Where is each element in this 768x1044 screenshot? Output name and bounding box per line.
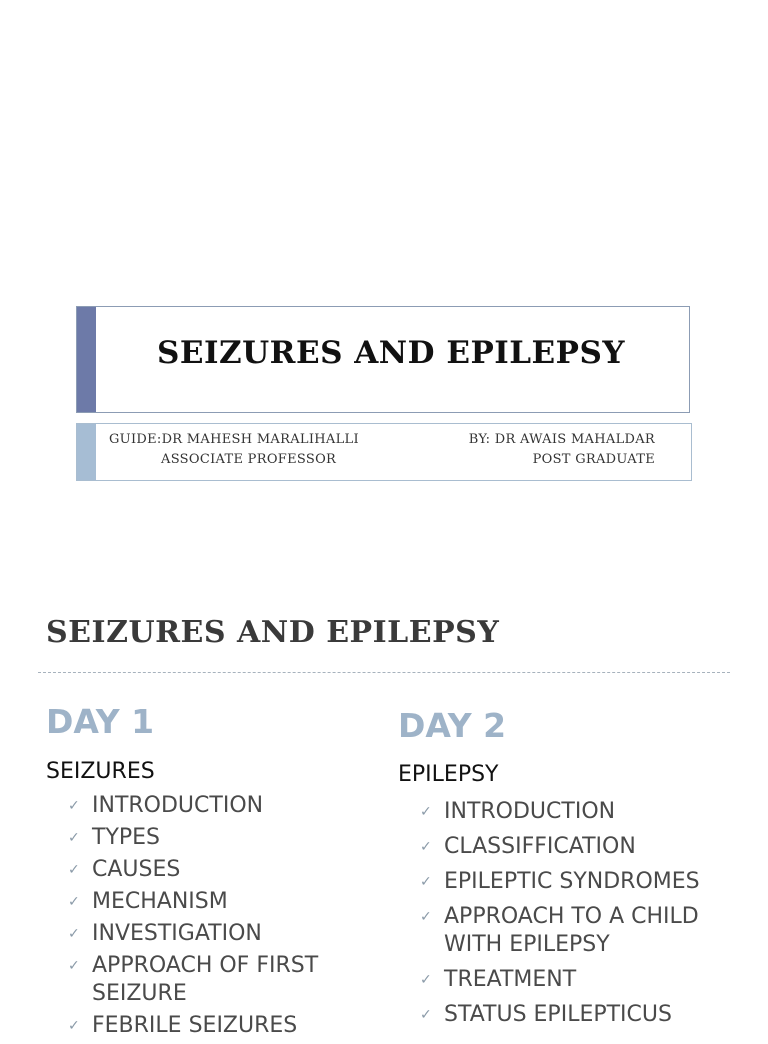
- checkmark-icon: ✓: [68, 862, 80, 878]
- list-item-label: CAUSES: [92, 857, 181, 882]
- author-name: BY: DR AWAIS MAHALDAR: [468, 432, 655, 447]
- list-item-label: APPROACH OF FIRST SEIZURE: [92, 953, 319, 1006]
- guide-title: ASSOCIATE PROFESSOR: [161, 452, 337, 467]
- list-item: [68, 792, 358, 820]
- list-item: [420, 1001, 740, 1029]
- list-item: [68, 824, 358, 852]
- list-item: [420, 903, 740, 959]
- list-item-label: MECHANISM: [92, 889, 228, 914]
- list-item-label: INTRODUCTION: [444, 799, 616, 824]
- day1-topic: SEIZURES: [46, 759, 155, 784]
- list-item-label: APPROACH TO A CHILD WITH EPILEPSY: [444, 904, 699, 957]
- checkmark-icon: ✓: [420, 909, 432, 925]
- title-box: [76, 306, 690, 413]
- checkmark-icon: ✓: [420, 804, 432, 820]
- checkmark-icon: ✓: [68, 958, 80, 974]
- list-item-label: TREATMENT: [444, 967, 577, 992]
- day2-topic: EPILEPSY: [398, 762, 499, 787]
- list-item-label: FEBRILE SEIZURES: [92, 1013, 298, 1038]
- list-item-label: STATUS EPILEPTICUS: [444, 1002, 672, 1027]
- list-item: [420, 966, 740, 994]
- day2-heading: DAY 2: [398, 706, 507, 745]
- list-item-label: TYPES: [92, 825, 161, 850]
- day1-heading: DAY 1: [46, 702, 155, 741]
- subtitle-box: [76, 423, 692, 481]
- checkmark-icon: ✓: [420, 839, 432, 855]
- list-item: [68, 856, 358, 884]
- checkmark-icon: ✓: [68, 926, 80, 942]
- list-item: [68, 888, 358, 916]
- checkmark-icon: ✓: [420, 1007, 432, 1023]
- checkmark-icon: ✓: [68, 894, 80, 910]
- checkmark-icon: ✓: [420, 972, 432, 988]
- day2-list: [420, 798, 740, 1036]
- checkmark-icon: ✓: [68, 798, 80, 814]
- title-divider: [38, 672, 730, 673]
- list-item: [420, 833, 740, 861]
- list-item-label: INVESTIGATION: [92, 921, 262, 946]
- day1-list: [68, 792, 358, 1044]
- contents-title: SEIZURES AND EPILEPSY: [46, 615, 500, 650]
- list-item: [420, 868, 740, 896]
- list-item-label: EPILEPTIC SYNDROMES: [444, 869, 700, 894]
- checkmark-icon: ✓: [420, 874, 432, 890]
- list-item: [68, 952, 358, 1008]
- list-item: [420, 798, 740, 826]
- subtitle-accent-bar: [77, 424, 96, 480]
- checkmark-icon: ✓: [68, 1018, 80, 1034]
- list-item-label: INTRODUCTION: [92, 793, 264, 818]
- list-item-label: CLASSIFFICATION: [444, 834, 636, 859]
- list-item: [68, 920, 358, 948]
- list-item: [68, 1012, 358, 1040]
- slide-title: SEIZURES AND EPILEPSY: [157, 335, 626, 371]
- guide-name: GUIDE:DR MAHESH MARALIHALLI: [109, 432, 359, 447]
- author-title: POST GRADUATE: [532, 452, 655, 467]
- checkmark-icon: ✓: [68, 830, 80, 846]
- title-accent-bar: [77, 307, 96, 412]
